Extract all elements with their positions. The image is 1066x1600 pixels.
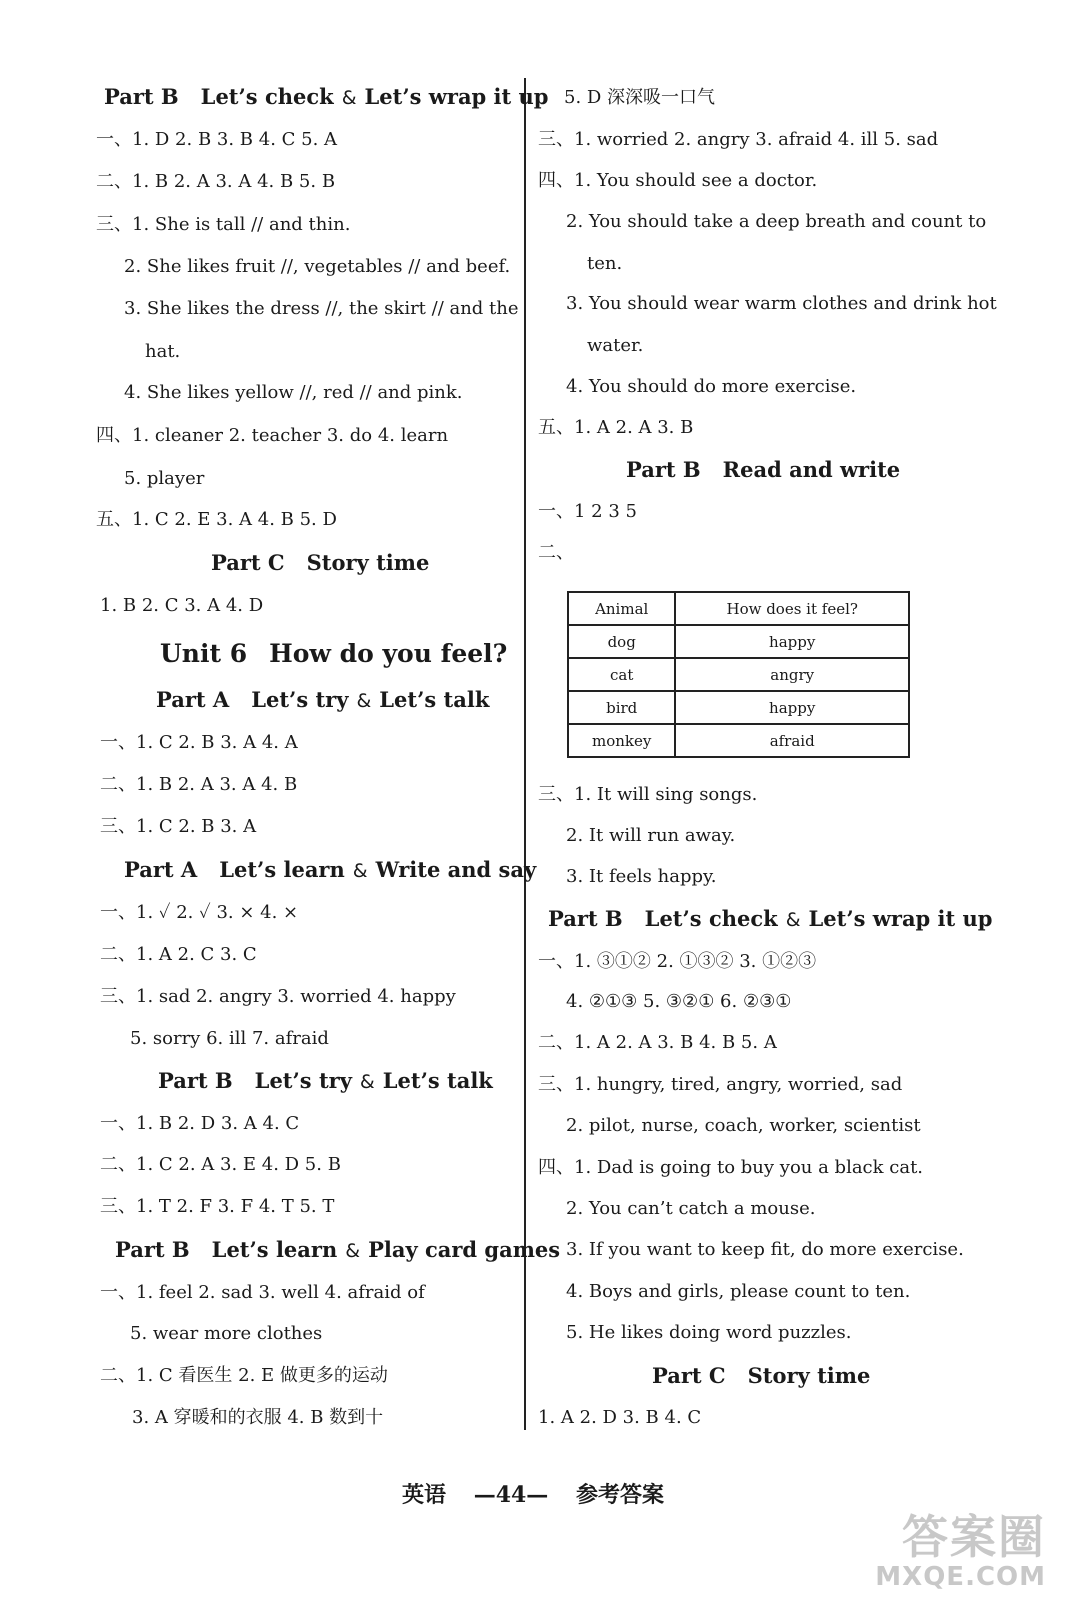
answer-line: 一、1. ③①② 2. ①③② 3. ①②③ <box>538 951 817 972</box>
answer-line: ten. <box>587 253 623 274</box>
answer-line: 3. She likes the dress //, the skirt // and the <box>124 298 519 319</box>
answer-line: 5. He likes doing word puzzles. <box>566 1322 852 1343</box>
table-header-cell: How does it feel? <box>675 592 909 625</box>
answer-line: 一、1. ✓ 2. ✓ 3. × 4. × <box>100 902 299 923</box>
watermark-logo: 答案圈 <box>902 1510 1046 1564</box>
answer-line: 5. player <box>124 468 205 489</box>
answer-line: 5. D 深深吸一口气 <box>564 87 716 108</box>
heading-partb-try: Part B Let’s try & Let’s talk <box>158 1068 493 1093</box>
answer-line: 一、1. C 2. B 3. A 4. A <box>100 732 298 753</box>
answer-line: 二、 <box>538 542 574 563</box>
answer-line: 2. It will run away. <box>566 825 736 846</box>
answer-line: 3. If you want to keep fit, do more exercise. <box>566 1239 964 1260</box>
heading-parta-learn: Part A Let’s learn & Write and say <box>124 857 537 882</box>
table-cell: angry <box>675 658 909 691</box>
answer-line: 三、1. C 2. B 3. A <box>100 816 257 837</box>
table-row <box>568 724 909 757</box>
table-row <box>568 691 909 724</box>
answer-line: 四、1. Dad is going to buy you a black cat. <box>538 1157 924 1178</box>
answer-line: 2. She likes fruit //, vegetables // and beef. <box>124 256 511 277</box>
answer-line: 三、1. It will sing songs. <box>538 784 758 805</box>
answer-line: 一、1. D 2. B 3. B 4. C 5. A <box>96 129 338 150</box>
page-number: —44— <box>473 1482 549 1508</box>
answer-line: 二、1. B 2. A 3. A 4. B 5. B <box>96 171 336 192</box>
answer-line: 二、1. A 2. A 3. B 4. B 5. A <box>538 1032 777 1053</box>
answer-line: hat. <box>145 341 181 362</box>
heading-partb-read: Part B Read and write <box>626 457 901 482</box>
answer-line: 二、1. B 2. A 3. A 4. B <box>100 774 298 795</box>
answer-line: 三、1. worried 2. angry 3. afraid 4. ill 5. sad <box>538 129 939 150</box>
column-divider <box>524 78 526 1430</box>
table-header-row <box>568 592 909 625</box>
answer-line: 3. You should wear warm clothes and drink hot <box>566 293 997 314</box>
answer-line: 5. sorry 6. ill 7. afraid <box>130 1028 329 1049</box>
answer-line: 5. wear more clothes <box>130 1323 323 1344</box>
answer-line: 二、1. A 2. C 3. C <box>100 944 257 965</box>
answer-line: 二、1. C 看医生 2. E 做更多的运动 <box>100 1365 388 1386</box>
answer-line: 4. You should do more exercise. <box>566 376 857 397</box>
footer-subject: 英语 <box>402 1482 447 1508</box>
table-cell: bird <box>568 691 675 724</box>
answer-line: 1. B 2. C 3. A 4. D <box>100 595 264 616</box>
heading-partc-story: Part C Story time <box>211 550 430 575</box>
answer-line: 二、1. C 2. A 3. E 4. D 5. B <box>100 1154 341 1175</box>
answer-line: 4. She likes yellow //, red // and pink. <box>124 382 463 403</box>
answer-line: 五、1. A 2. A 3. B <box>538 417 694 438</box>
page-footer <box>0 1478 1066 1509</box>
table-row <box>568 658 909 691</box>
answer-line: 三、1. hungry, tired, angry, worried, sad <box>538 1074 903 1095</box>
watermark-url: MXQE.COM <box>875 1562 1046 1592</box>
heading-partb-learn: Part B Let’s learn & Play card games <box>115 1237 561 1262</box>
answer-line: 一、1. B 2. D 3. A 4. C <box>100 1113 300 1134</box>
answer-line: 3. A 穿暖和的衣服 4. B 数到十 <box>132 1407 384 1428</box>
table-cell: happy <box>675 625 909 658</box>
answer-line: 四、1. cleaner 2. teacher 3. do 4. learn <box>96 425 449 446</box>
table-cell: cat <box>568 658 675 691</box>
answer-line: 五、1. C 2. E 3. A 4. B 5. D <box>96 509 337 530</box>
answer-line: water. <box>587 335 644 356</box>
answer-line: 2. You can’t catch a mouse. <box>566 1198 816 1219</box>
table-cell: monkey <box>568 724 675 757</box>
answer-line: 4. ②①③ 5. ③②① 6. ②③① <box>566 991 792 1012</box>
table-cell: afraid <box>675 724 909 757</box>
heading-partc-story-2: Part C Story time <box>652 1363 871 1388</box>
answer-line: 四、1. You should see a doctor. <box>538 170 818 191</box>
answer-line: 1. A 2. D 3. B 4. C <box>538 1407 702 1428</box>
answer-line: 三、1. T 2. F 3. F 4. T 5. T <box>100 1196 335 1217</box>
footer-section: 参考答案 <box>575 1482 664 1508</box>
table-cell: happy <box>675 691 909 724</box>
answer-line: 三、1. She is tall // and thin. <box>96 214 351 235</box>
table-cell: dog <box>568 625 675 658</box>
answer-line: 4. Boys and girls, please count to ten. <box>566 1281 911 1302</box>
heading-parta-try: Part A Let’s try & Let’s talk <box>156 687 490 712</box>
unit-title: Unit 6 How do you feel? <box>160 639 508 668</box>
answer-line: 3. It feels happy. <box>566 866 717 887</box>
watermark <box>875 1512 1046 1592</box>
table-header-cell: Animal <box>568 592 675 625</box>
answer-line: 一、1. feel 2. sad 3. well 4. afraid of <box>100 1282 425 1303</box>
heading-partb-check-2: Part B Let’s check & Let’s wrap it up <box>548 906 993 931</box>
answer-line: 一、1 2 3 5 <box>538 501 637 522</box>
answer-line: 2. You should take a deep breath and count to <box>566 211 987 232</box>
heading-partb-check: Part B Let’s check & Let’s wrap it up <box>104 84 549 109</box>
animal-feelings-table <box>567 591 910 758</box>
answer-line: 2. pilot, nurse, coach, worker, scientist <box>566 1115 921 1136</box>
table-row <box>568 625 909 658</box>
answer-line: 三、1. sad 2. angry 3. worried 4. happy <box>100 986 456 1007</box>
